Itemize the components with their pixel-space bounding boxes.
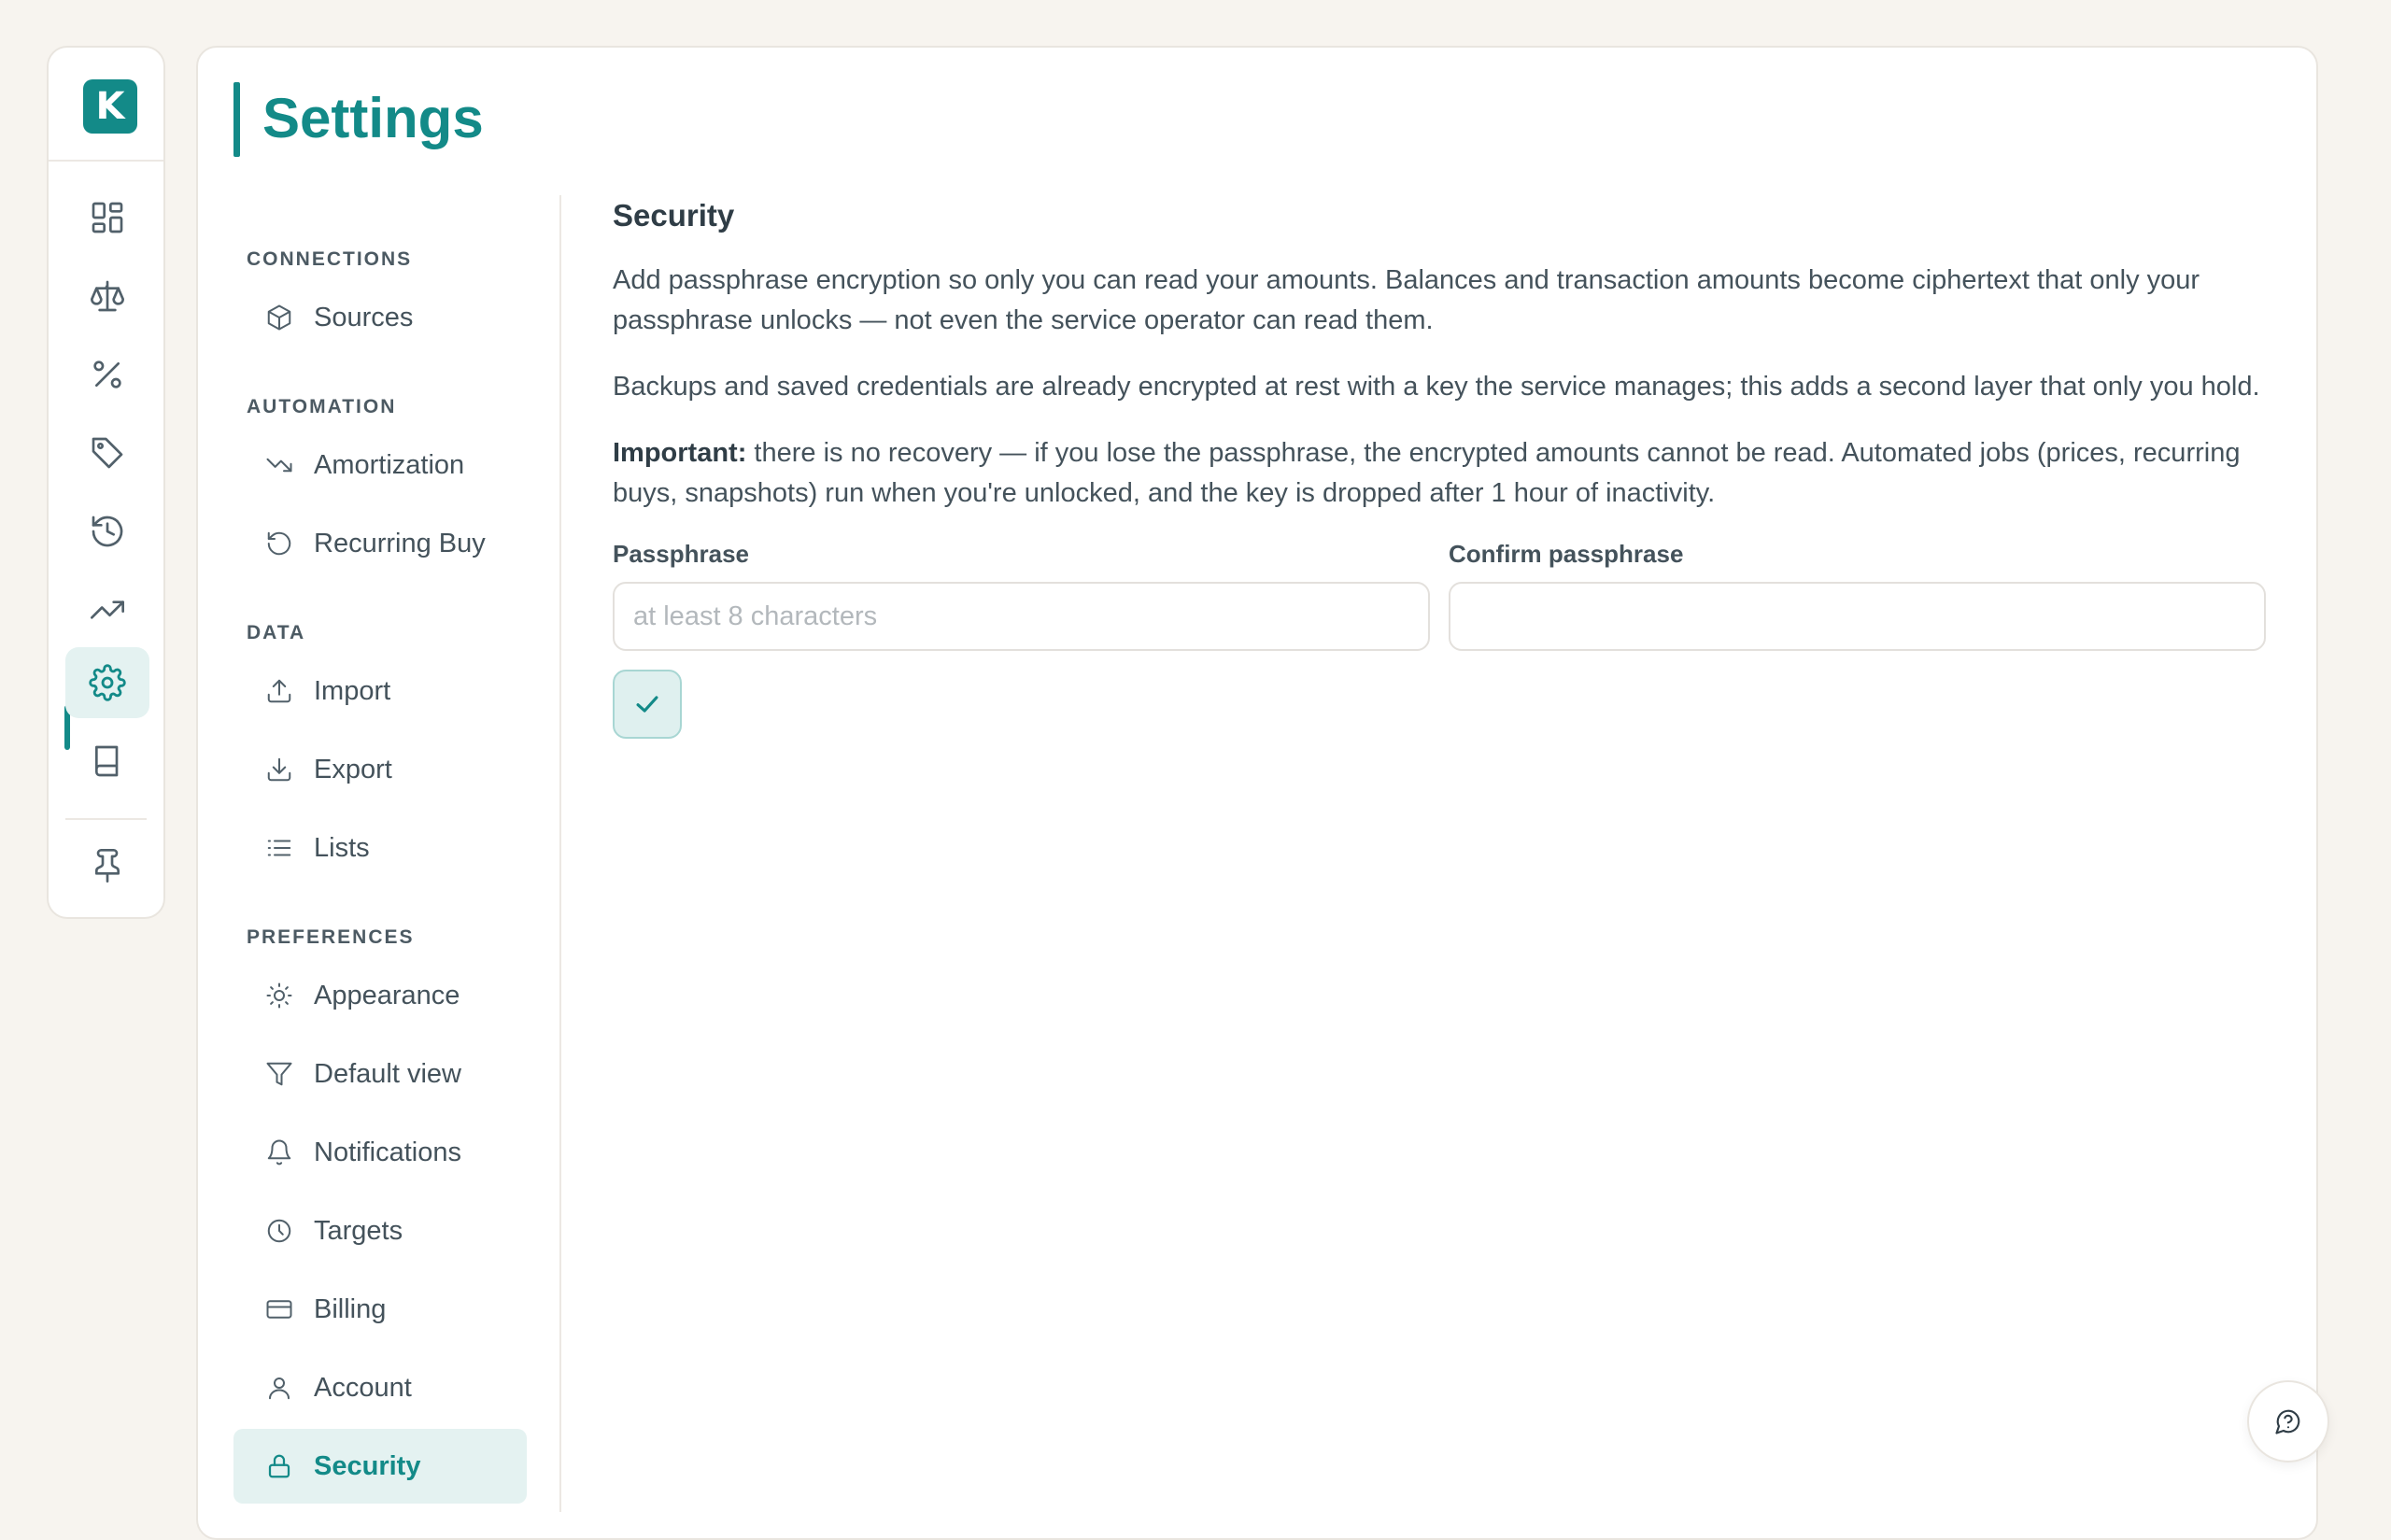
rail-item-dashboard[interactable] xyxy=(65,182,149,253)
nav-section-data: DATA xyxy=(247,622,306,643)
title-accent-bar xyxy=(233,82,240,157)
nav-item-account[interactable] xyxy=(233,1350,527,1425)
message-help-icon xyxy=(2274,1407,2302,1435)
nav-item-label: Lists xyxy=(314,832,370,863)
nav-item-appearance[interactable] xyxy=(233,958,527,1033)
nav-item-label: Account xyxy=(314,1372,412,1403)
nav-item-sources[interactable] xyxy=(233,280,527,355)
nav-item-billing[interactable] xyxy=(233,1272,527,1347)
rail-item-tags[interactable] xyxy=(65,417,149,488)
trending-down-icon xyxy=(265,451,293,479)
nav-item-label: Export xyxy=(314,754,392,784)
pin-icon xyxy=(89,847,126,884)
settings-card xyxy=(196,46,2318,1540)
nav-item-label: Default view xyxy=(314,1058,461,1089)
nav-item-label: Recurring Buy xyxy=(314,528,486,558)
nav-item-label: Import xyxy=(314,675,391,706)
nav-item-notifications[interactable] xyxy=(233,1115,527,1190)
nav-item-label: Appearance xyxy=(314,980,460,1010)
download-icon xyxy=(265,756,293,784)
passphrase-fields xyxy=(613,540,2266,651)
security-description: Add passphrase encryption so only you can read your amounts. Balances and transaction amounts become ciphertext that only your passphrase unlocks — not even the service operator can read them. xyxy=(613,265,2200,335)
rail-divider xyxy=(49,160,163,162)
bell-icon xyxy=(265,1138,293,1166)
nav-item-security[interactable] xyxy=(233,1429,527,1504)
nav-section-preferences: PREFERENCES xyxy=(247,926,415,948)
clock-icon xyxy=(265,1217,293,1245)
nav-item-recurring-buy[interactable] xyxy=(233,506,527,581)
refresh-icon xyxy=(265,530,293,558)
enable-encryption-button[interactable] xyxy=(613,670,682,739)
nav-item-label: Billing xyxy=(314,1293,387,1324)
nav-item-label: Notifications xyxy=(314,1137,461,1167)
history-icon xyxy=(89,513,126,550)
user-icon xyxy=(265,1374,293,1402)
filter-icon xyxy=(265,1060,293,1088)
security-warning xyxy=(613,433,2266,514)
rail-item-performance[interactable] xyxy=(65,574,149,645)
nav-item-label: Amortization xyxy=(314,449,465,480)
security-panel xyxy=(613,197,2266,739)
rail-item-percent[interactable] xyxy=(65,339,149,410)
important-label: Important: xyxy=(613,438,747,468)
passphrase-label: Passphrase xyxy=(613,540,749,568)
rail-item-balance[interactable] xyxy=(65,261,149,332)
passphrase-input[interactable] xyxy=(613,582,1430,651)
nav-section-connections: CONNECTIONS xyxy=(247,248,413,270)
section-title: Security xyxy=(613,198,735,233)
nav-section-automation: AUTOMATION xyxy=(247,396,397,417)
passphrase-field-group xyxy=(613,540,1430,651)
security-backup-note: Backups and saved credentials are already encrypted at rest with a key the service manages; this adds a second layer that only you hold. xyxy=(613,372,2260,402)
confirm-field-group xyxy=(1449,540,2266,651)
warning-text: there is no recovery — if you lose the passphrase, the encrypted amounts cannot be read. Automated jobs (prices, recurring buys, snapshots) run when you're unlocked, and the key is dropped after 1 hour of inactivity. xyxy=(613,438,2241,508)
rail-divider-bottom xyxy=(65,818,147,820)
nav-divider xyxy=(559,195,561,1512)
nav-item-label: Targets xyxy=(314,1215,403,1246)
nav-item-label: Sources xyxy=(314,302,414,332)
trending-up-icon xyxy=(89,591,126,629)
nav-item-default-view[interactable] xyxy=(233,1037,527,1111)
rail-item-settings[interactable] xyxy=(65,647,149,718)
scale-icon xyxy=(89,277,126,315)
confirm-passphrase-input[interactable] xyxy=(1449,582,2266,651)
nav-item-label: Security xyxy=(314,1450,421,1481)
sun-icon xyxy=(265,982,293,1010)
list-icon xyxy=(265,834,293,862)
check-icon xyxy=(631,688,663,720)
tag-icon xyxy=(89,434,126,472)
upload-icon xyxy=(265,677,293,705)
rail-item-history[interactable] xyxy=(65,496,149,567)
confirm-passphrase-label: Confirm passphrase xyxy=(1449,540,1684,568)
dashboard-icon xyxy=(89,199,126,236)
rail-pin-button[interactable] xyxy=(65,830,149,901)
percent-icon xyxy=(89,356,126,393)
lock-icon xyxy=(265,1452,293,1480)
nav-item-lists[interactable] xyxy=(233,811,527,885)
box-icon xyxy=(265,304,293,332)
nav-item-amortization[interactable] xyxy=(233,428,527,502)
rail-item-docs[interactable] xyxy=(65,726,149,797)
app-logo[interactable] xyxy=(83,79,137,134)
credit-card-icon xyxy=(265,1295,293,1323)
book-icon xyxy=(89,742,126,780)
help-chat-button[interactable] xyxy=(2247,1380,2329,1462)
nav-item-import[interactable] xyxy=(233,654,527,728)
page-title: Settings xyxy=(262,87,484,149)
nav-item-targets[interactable] xyxy=(233,1194,527,1268)
gear-icon xyxy=(89,664,126,701)
nav-item-export[interactable] xyxy=(233,732,527,807)
app-logo-letter: K xyxy=(95,85,125,128)
icon-rail xyxy=(47,46,165,919)
